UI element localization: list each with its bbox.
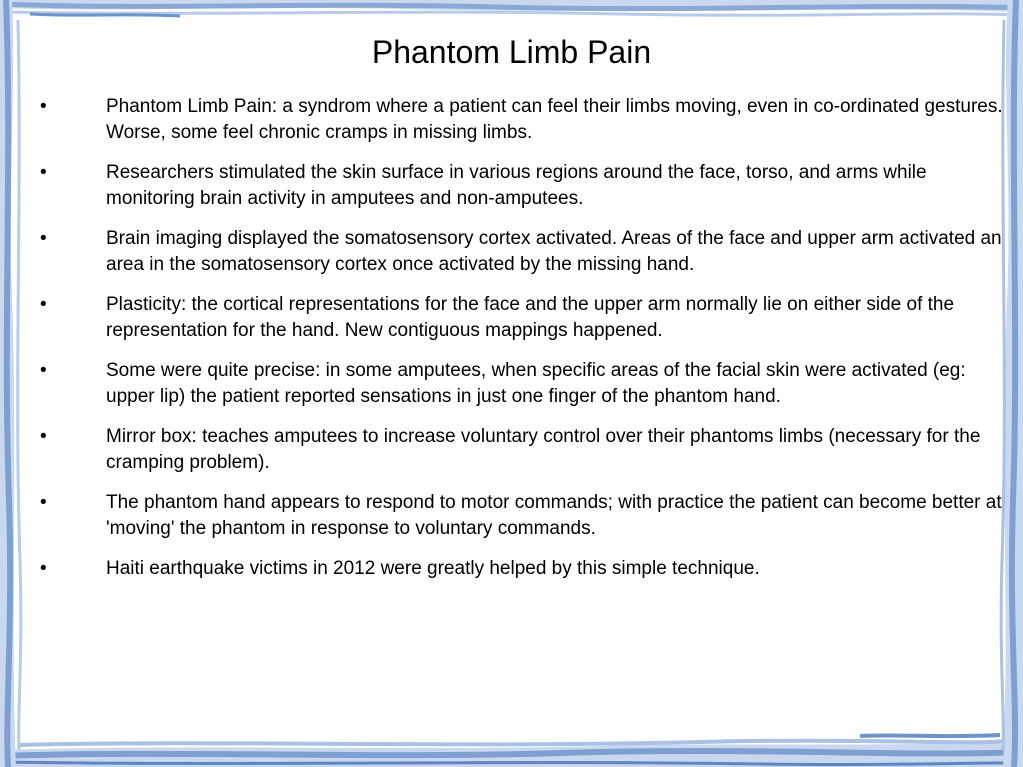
bullet-marker: • [40, 426, 47, 447]
slide-title: Phantom Limb Pain [371, 34, 652, 70]
bullet-text: Plasticity: the cortical representations for the face and the upper arm normally lie on either side of the representation for the hand. New contiguous mappings happened. [106, 294, 955, 341]
bullet-text: Haiti earthquake victims in 2012 were greatly helped by this simple technique. [106, 558, 760, 579]
bullet-marker: • [40, 228, 47, 249]
bullet-text: Some were quite precise: in some amputees, when specific areas of the facial skin were activated (eg: upper lip) the patient reported sensations in just one finger of the phantom hand. [106, 360, 966, 407]
bullet-text: The phantom hand appears to respond to motor commands; with practice the patient can become better at 'moving' the phantom in response to voluntary commands. [106, 492, 1002, 539]
bullet-item [40, 226, 1010, 278]
bullet-marker: • [40, 360, 47, 381]
bullet-item [40, 490, 1010, 542]
bullet-item [40, 292, 1010, 344]
bullet-marker: • [40, 492, 47, 513]
bullet-text: Brain imaging displayed the somatosensory cortex activated. Areas of the face and upper arm activated an area in the somatosensory cortex once activated by the missing hand. [106, 228, 1002, 275]
bullet-item [40, 160, 1010, 212]
bullet-marker: • [40, 294, 47, 315]
bullet-text: Researchers stimulated the skin surface in various regions around the face, torso, and arms while monitoring brain activity in amputees and non-amputees. [106, 162, 927, 209]
bullet-text: Mirror box: teaches amputees to increase voluntary control over their phantoms limbs (necessary for the cramping problem). [106, 426, 981, 473]
bullet-item [40, 424, 1010, 476]
bullet-marker: • [40, 96, 47, 117]
bullet-item [40, 94, 1010, 146]
bullet-item [40, 556, 1010, 582]
bullet-item [40, 358, 1010, 410]
bullet-list [40, 94, 1010, 596]
bullet-marker: • [40, 162, 47, 183]
bullet-marker: • [40, 558, 47, 579]
bullet-text: Phantom Limb Pain: a syndrom where a patient can feel their limbs moving, even in co-ordinated gestures. Worse, some feel chronic cramps in missing limbs. [106, 96, 1003, 143]
